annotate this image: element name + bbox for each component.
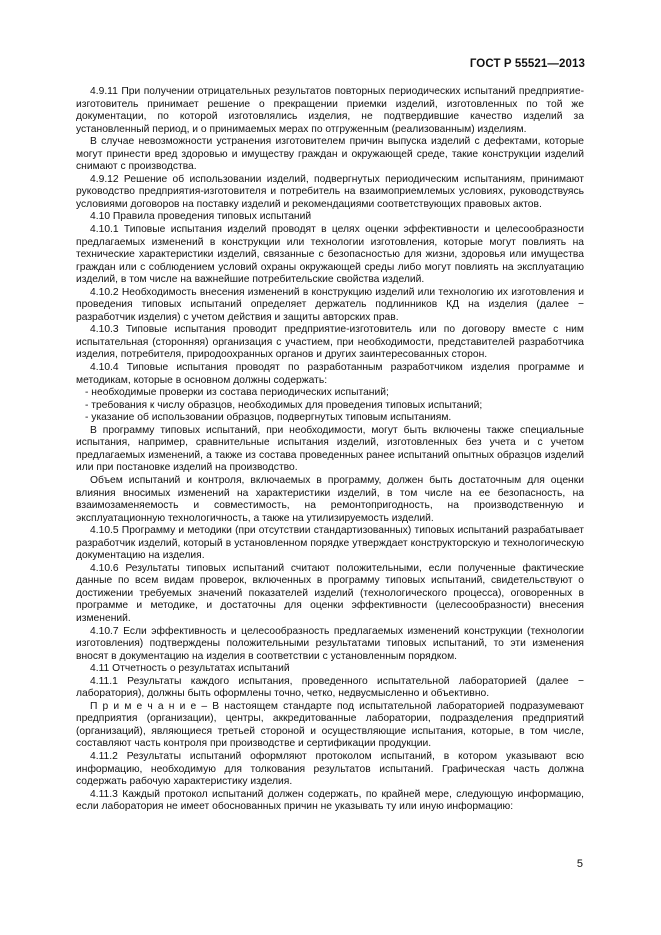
document-body: [76, 86, 584, 814]
list-item: - указание об использовании образцов, подвергнутых типовым испытаниям.: [85, 412, 452, 424]
paragraph-4-10-1: 4.10.1 Типовые испытания изделий проводят в целях оценки эффективности и целесообразности предлагаемых изменений в конструкции или технологии изготовления, которые могут повлиять на технические характеристики изделий, связанные с безопасностью для жизни, здоровья или имущества граждан или с соблюдением условий охраны окружающей среды либо могут повлиять на эксплуатацию изделий, в том числе на важнейшие потребительские свойства изделий.: [76, 224, 584, 286]
section-heading-4-11: 4.11 Отчетность о результатах испытаний: [90, 663, 290, 675]
section-heading-4-10: 4.10 Правила проведения типовых испытаний: [90, 211, 312, 223]
paragraph-4-9-12: 4.9.12 Решение об использовании изделий, подвергнутых периодическим испытаниям, принимают руководство предприятия-изготовителя и потребитель на взаимоприемлемых условиях, руководствуясь условиями договоров на поставку изделий и рекомендациями соответствующих правовых актов.: [76, 173, 584, 210]
paragraph-4-11-3: 4.11.3 Каждый протокол испытаний должен содержать, по крайней мере, следующую информацию, если лаборатория не имеет обоснованных причин не указывать ту или иную информацию:: [76, 788, 584, 813]
paragraph-defects: В случае невозможности устранения изготовителем причин выпуска изделий с дефектами, которые могут принести вред здоровью и имуществу граждан и окружающей среде, такие конструкции изделий снимают с производства.: [76, 136, 584, 173]
paragraph-4-11-1: 4.11.1 Результаты каждого испытания, проведенного испытательной лабораторией (далее − лаборатория), должны быть оформлены точно, четко, недвусмысленно и объективно.: [76, 675, 584, 700]
paragraph-4-10-4: 4.10.4 Типовые испытания проводят по разработанным разработчиком изделия программе и методикам, которые в основном должны содержать:: [76, 362, 584, 386]
paragraph-scope: Объем испытаний и контроля, включаемых в программу, должен быть достаточным для оценки влияния вносимых изменений на характеристики изделий, в том числе на ее безопасность, на взаимозаменяемость и совместимость, на ремонтопригодность, на производственную и эксплуатационную технологичность, а также на утилизируемость изделий.: [76, 474, 584, 524]
list-item: - необходимые проверки из состава периодических испытаний;: [85, 387, 389, 399]
paragraph-4-10-2: 4.10.2 Необходимость внесения изменений в конструкцию изделий или технологию их изготовления и проведения типовых испытаний определяет держатель подлинников КД на изделия (далее − разработчик изделия) с учетом действия и защиты авторских прав.: [76, 286, 584, 323]
paragraph-4-10-3: 4.10.3 Типовые испытания проводит предприятие-изготовитель или по договору вместе с ним испытательная (сторонняя) организация с участием, при необходимости, представителей разработчика изделия, потребителя, природоохранных органов и других заинтересованных сторон.: [76, 324, 584, 361]
paragraph-program: В программу типовых испытаний, при необходимости, могут быть включены также специальные испытания, например, сравнительные испытания изделий, изготовленных без учета и с учетом предлагаемых изменений, а также из состава проведенных ранее испытаний опытных образцов изделий или при постановке изделий на производство.: [76, 424, 584, 474]
paragraph-4-10-6: 4.10.6 Результаты типовых испытаний считают положительными, если полученные фактические данные по всем видам проверок, включенных в программу типовых испытаний, свидетельствуют о достижении требуемых значений показателей изделий (технологического процесса), оговоренных в программе и методике, и достаточны для оценки эффективности (целесообразности) внесения изменений.: [76, 562, 584, 624]
note-paragraph: П р и м е ч а н и е – В настоящем стандарте под испытательной лабораторией подразумевают предприятия (организации), центры, аккредитованные лаборатории, подразделения предприятий (организаций), являющиеся третьей стороной и осуществляющие испытания, которые, в том числе, составляют часть контроля при производстве и сертификации продукции.: [76, 700, 584, 750]
list-item: - требования к числу образцов, необходимых для проведения типовых испытаний;: [85, 399, 483, 411]
paragraph-4-10-5: 4.10.5 Программу и методики (при отсутствии стандартизованных) типовых испытаний разрабатывает разработчик изделий, который в установленном порядке утверждает конструкторскую и технологическую документацию на изделия.: [76, 525, 584, 562]
paragraph-4-9-11: 4.9.11 При получении отрицательных результатов повторных периодических испытаний предприятие-изготовитель принимает решение о прекращении приемки изделий, изготовленных по той же документации, по которой изготовлялись изделия, не подтвердившие качество изделий за установленный период, и о принимаемых мерах по отгруженным (реализованным) изделиям.: [76, 86, 584, 135]
paragraph-4-10-7: 4.10.7 Если эффективность и целесообразность предлагаемых изменений конструкции (технологии изготовления) подтверждены положительными результатами типовых испытаний, то эти изменения вносят в документацию на изделия в соответствии с установленным порядком.: [76, 625, 584, 662]
page-number: 5: [576, 858, 583, 870]
paragraph-4-11-2: 4.11.2 Результаты испытаний оформляют протоколом испытаний, в котором указывают всю информацию, необходимую для толкования результатов испытаний. Графическая часть должна содержать рабочую характеристику изделия.: [76, 750, 584, 788]
standard-header: ГОСТ Р 55521—2013: [469, 58, 585, 70]
